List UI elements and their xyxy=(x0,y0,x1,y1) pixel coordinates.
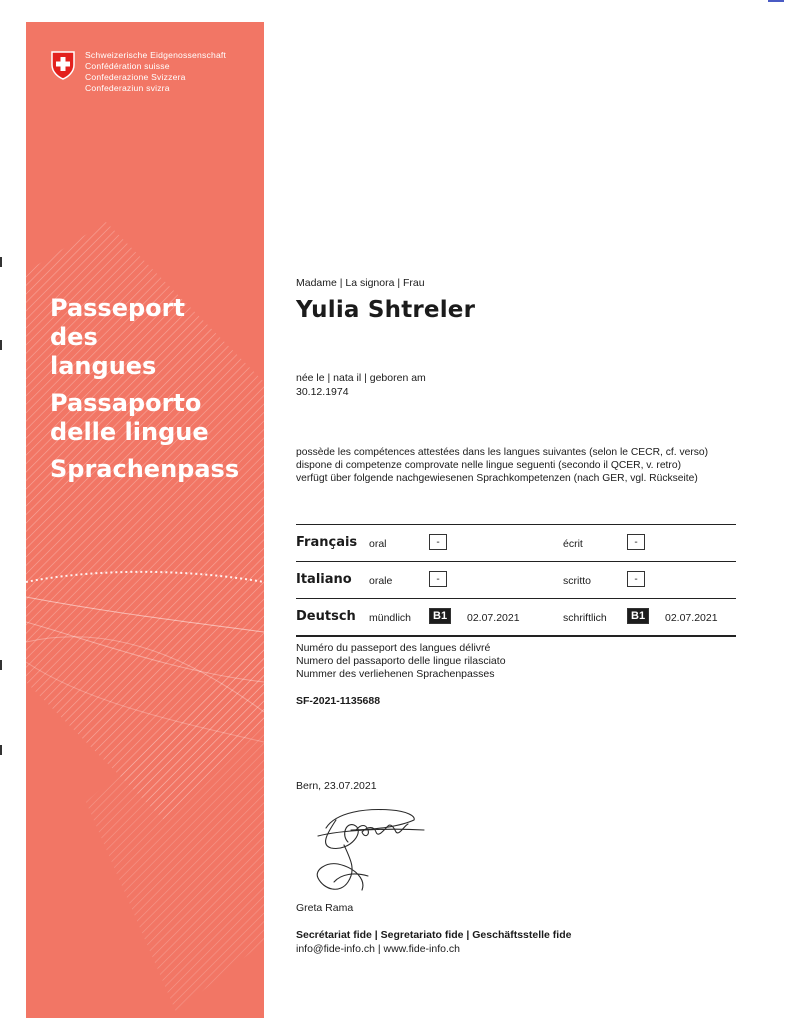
secretariat: Secrétariat fide | Segretariato fide | Geschäftsstelle fide xyxy=(296,929,572,941)
scan-edge-tick xyxy=(0,340,2,350)
oral-date: 02.07.2021 xyxy=(467,612,520,624)
signer-name: Greta Rama xyxy=(296,902,354,914)
statement-line: dispone di competenze comprovate nelle lingue seguenti (secondo il QCER, v. retro) xyxy=(296,460,682,471)
holder-name: Yulia Shtreler xyxy=(296,297,476,323)
passport-number: SF-2021-1135688 xyxy=(296,695,381,707)
language-name: Deutsch xyxy=(296,609,356,624)
language-row-deutsch xyxy=(296,599,736,637)
passport-label-line: Nummer des verliehenen Sprachenpasses xyxy=(296,668,495,680)
written-date: 02.07.2021 xyxy=(665,612,718,624)
scan-edge-tick xyxy=(0,745,2,755)
salutation: Madame | La signora | Frau xyxy=(296,277,425,289)
swiss-logo xyxy=(50,50,226,94)
language-table xyxy=(296,524,736,637)
title-german: Sprachenpass xyxy=(50,455,240,483)
oral-level: - xyxy=(429,571,447,587)
cover-band xyxy=(26,22,264,1018)
birth-date: 30.12.1974 xyxy=(296,386,349,398)
language-name: Français xyxy=(296,535,358,550)
passport-number-label xyxy=(296,642,506,681)
oral-label: mündlich xyxy=(369,612,412,624)
confederation-line: Confederazione Svizzera xyxy=(85,72,186,82)
birth-date-label: née le | nata il | geboren am xyxy=(296,372,426,384)
confederation-line: Schweizerische Eidgenossenschaft xyxy=(85,50,227,60)
written-label: écrit xyxy=(563,538,583,550)
title-french: Passeport des langues xyxy=(50,294,185,380)
band-pattern xyxy=(26,22,264,1018)
swiss-shield-icon xyxy=(50,50,76,80)
written-level: - xyxy=(627,534,645,550)
oral-level: B1 xyxy=(429,608,451,624)
confederation-line: Confederaziun svizra xyxy=(85,83,170,93)
contact-info: info@fide-info.ch | www.fide-info.ch xyxy=(296,943,460,955)
language-row-italiano xyxy=(296,562,736,599)
title-italian: Passaporto delle lingue xyxy=(50,389,209,446)
competence-statement xyxy=(296,446,740,485)
scan-edge-tick xyxy=(0,660,2,670)
oral-label: oral xyxy=(369,538,387,550)
written-level: B1 xyxy=(627,608,649,624)
scan-edge-tick xyxy=(0,257,2,267)
language-row-francais xyxy=(296,525,736,562)
statement-line: possède les compétences attestées dans les langues suivantes (selon le CECR, cf. verso) xyxy=(296,447,709,458)
scan-corner-mark xyxy=(768,0,784,2)
place-and-date: Bern, 23.07.2021 xyxy=(296,780,377,792)
statement-line: verfügt über folgende nachgewiesenen Sprachkompetenzen (nach GER, vgl. Rückseite) xyxy=(296,473,698,484)
confederation-line: Confédération suisse xyxy=(85,61,170,71)
passport-label-line: Numéro du passeport des langues délivré xyxy=(296,642,491,654)
written-label: schriftlich xyxy=(563,612,607,624)
oral-level: - xyxy=(429,534,447,550)
oral-label: orale xyxy=(369,575,393,587)
document-titles xyxy=(50,294,239,492)
language-name: Italiano xyxy=(296,572,352,587)
confederation-names xyxy=(85,50,226,94)
written-label: scritto xyxy=(563,575,592,587)
passport-label-line: Numero del passaporto delle lingue rilasciato xyxy=(296,655,506,667)
signature xyxy=(296,790,431,908)
written-level: - xyxy=(627,571,645,587)
